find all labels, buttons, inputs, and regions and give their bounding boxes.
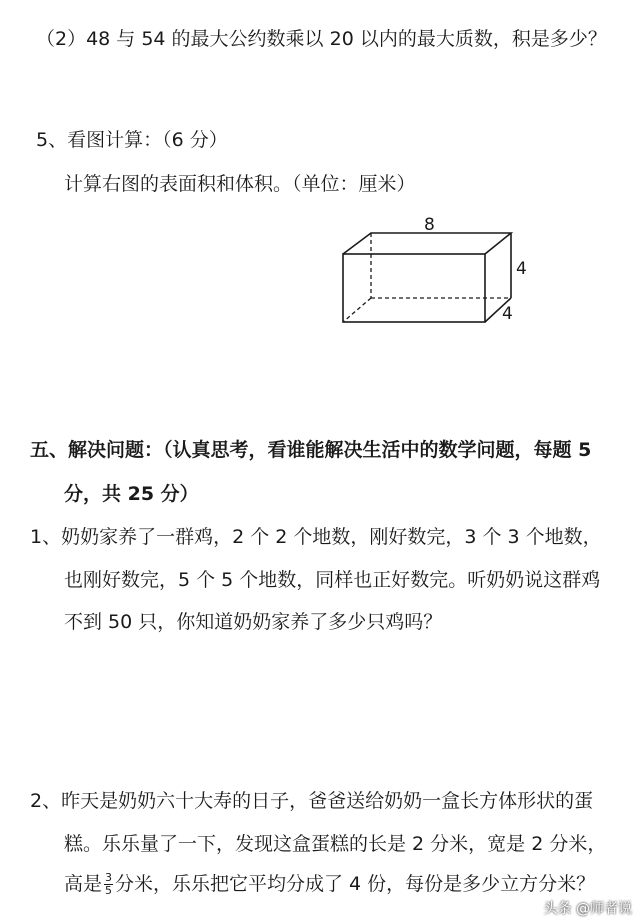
- watermark: 头条 @师者说: [543, 901, 632, 917]
- cuboid-length-label: 8: [424, 215, 435, 235]
- problem-2-line1: 2、昨天是奶奶六十大寿的日子，爸爸送给奶奶一盒长方体形状的蛋: [30, 790, 594, 812]
- section-5-heading: 5、看图计算：（6 分）: [36, 129, 228, 151]
- problem-2-line3-prefix: 高是: [64, 873, 103, 895]
- problem-2-line3-suffix: 分米，乐乐把它平均分成了 4 份，每份是多少立方分米？: [115, 873, 596, 895]
- cuboid-visible-edges: [343, 233, 511, 254]
- part-5-heading-line2: 分，共 25 分）: [64, 483, 199, 505]
- problem-1-line2: 也刚好数完，5 个 5 个地数，同样也正好数完。听奶奶说这群鸡: [64, 569, 601, 591]
- fraction-three-fifths: [104, 872, 113, 897]
- question-4-2: （2）48 与 54 的最大公约数乘以 20 以内的最大质数，积是多少？: [36, 28, 607, 50]
- cuboid-width-label: 4: [502, 304, 513, 324]
- section-5-instruction: 计算右图的表面积和体积。（单位：厘米）: [64, 173, 416, 195]
- problem-2-line2: 糕。乐乐量了一下，发现这盒蛋糕的长是 2 分米，宽是 2 分米，: [64, 833, 607, 855]
- fraction-numerator: 3: [105, 871, 113, 884]
- cuboid-height-label: 4: [516, 259, 527, 279]
- problem-1-line1: 1、奶奶家养了一群鸡，2 个 2 个地数，刚好数完，3 个 3 个地数，: [30, 526, 602, 548]
- part-5-heading-line1: 五、解决问题：（认真思考，看谁能解决生活中的数学问题，每题 5: [30, 439, 592, 461]
- cuboid-front-face: [343, 254, 485, 322]
- problem-1-line3: 不到 50 只，你知道奶奶家养了多少只鸡吗？: [64, 611, 443, 633]
- problem-2-line3: [64, 872, 595, 897]
- fraction-denominator: 5: [105, 884, 113, 897]
